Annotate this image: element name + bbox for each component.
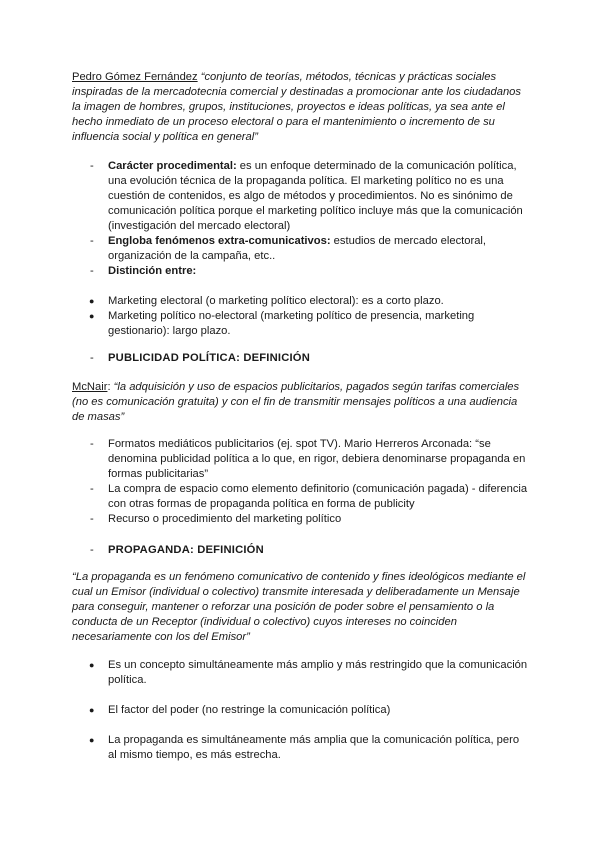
mcnair-colon: : — [107, 381, 111, 393]
bullet-item: Marketing electoral (o marketing político electoral): es a corto plazo. — [108, 295, 444, 307]
list-item — [108, 234, 528, 264]
bullet-item: El factor del poder (no restringe la comunicación política) — [108, 704, 391, 716]
intro-author: Pedro Gómez Fernández — [72, 71, 198, 83]
intro-paragraph — [72, 70, 528, 145]
section-heading-publicidad: PUBLICIDAD POLÍTICA: DEFINICIÓN — [108, 352, 310, 364]
list-item: La compra de espacio como elemento definitorio (comunicación pagada) - diferencia con otras formas de propaganda política en forma de publicity — [108, 483, 528, 510]
propaganda-quote: “La propaganda es un fenómeno comunicativo de contenido y fines ideológicos mediante el cual un Emisor (individual o colectivo) transmite interesada y deliberadamente un Mensaje para conseguir, mantener o reforzar una posición de poder sobre el pensamiento o la conducta de un Receptor (individual o colectivo) cuyos intereses no coinciden necesariamente con los del Emisor” — [72, 571, 526, 643]
mcnair-author: McNair — [72, 381, 108, 393]
bullet-marker: ● — [89, 660, 95, 670]
list-item-bold: Engloba fenómenos extra-comunicativos: — [108, 235, 331, 247]
list-item — [108, 159, 528, 234]
dash-marker: - — [90, 235, 94, 247]
dash-marker: - — [90, 265, 94, 277]
bullet-item: La propaganda es simultáneamente más amplia que la comunicación política, pero al mismo tiempo, es más estrecha. — [108, 734, 520, 761]
dash-marker: - — [90, 544, 94, 556]
section-heading-propaganda: PROPAGANDA: DEFINICIÓN — [108, 544, 264, 556]
list-item-bold: Distinción entre: — [108, 265, 197, 277]
bullet-marker: ● — [89, 311, 95, 321]
dash-marker: - — [90, 483, 94, 495]
list-item: Recurso o procedimiento del marketing político — [108, 513, 342, 525]
dash-marker: - — [90, 352, 94, 364]
list-item-bold: Carácter procedimental: — [108, 160, 237, 172]
bullet-marker: ● — [89, 296, 95, 306]
dash-marker: - — [90, 513, 94, 525]
list-item-text: estudios de mercado electoral, organización de la campaña, etc.. — [108, 235, 487, 262]
list-item-text: es un enfoque determinado de la comunicación política, una evolución técnica de la propaganda política. El marketing político no es una cuestión de contenidos, es algo de métodos y procedimientos. No es sinónimo de comunicación política porque el marketing político incluye más que la comunicación (investigación del mercado electoral) — [108, 160, 523, 232]
list-item: Formatos mediáticos publicitarios (ej. spot TV). Mario Herreros Arconada: “se denomina publicidad política a lo que, en rigor, debiera denominarse propaganda en formas publicitarias” — [108, 438, 526, 480]
list-item — [108, 264, 528, 279]
mcnair-paragraph — [72, 380, 528, 425]
bullet-marker: ● — [89, 735, 95, 745]
mcnair-quote: “la adquisición y uso de espacios publicitarios, pagados según tarifas comerciales (no es comunicación gratuita) y con el fin de transmitir mensajes políticos a una audiencia de masas” — [72, 381, 520, 423]
bullet-item: Es un concepto simultáneamente más amplio y más restringido que la comunicación política. — [108, 659, 528, 686]
bullet-item: Marketing político no-electoral (marketing político de presencia, marketing gestionario): largo plazo. — [108, 310, 475, 337]
dash-marker: - — [90, 160, 94, 172]
bullet-marker: ● — [89, 705, 95, 715]
dash-marker: - — [90, 438, 94, 450]
intro-quote: “conjunto de teorías, métodos, técnicas y prácticas sociales inspiradas de la mercadotecnia comercial y destinadas a promocionar ante los ciudadanos la imagen de hombres, grupos, instituciones, proyectos e ideas políticas, ya sea ante el hecho inmediato de un proceso electoral o para el mantenimiento o incremento de su influencia social y política en general” — [72, 71, 521, 143]
